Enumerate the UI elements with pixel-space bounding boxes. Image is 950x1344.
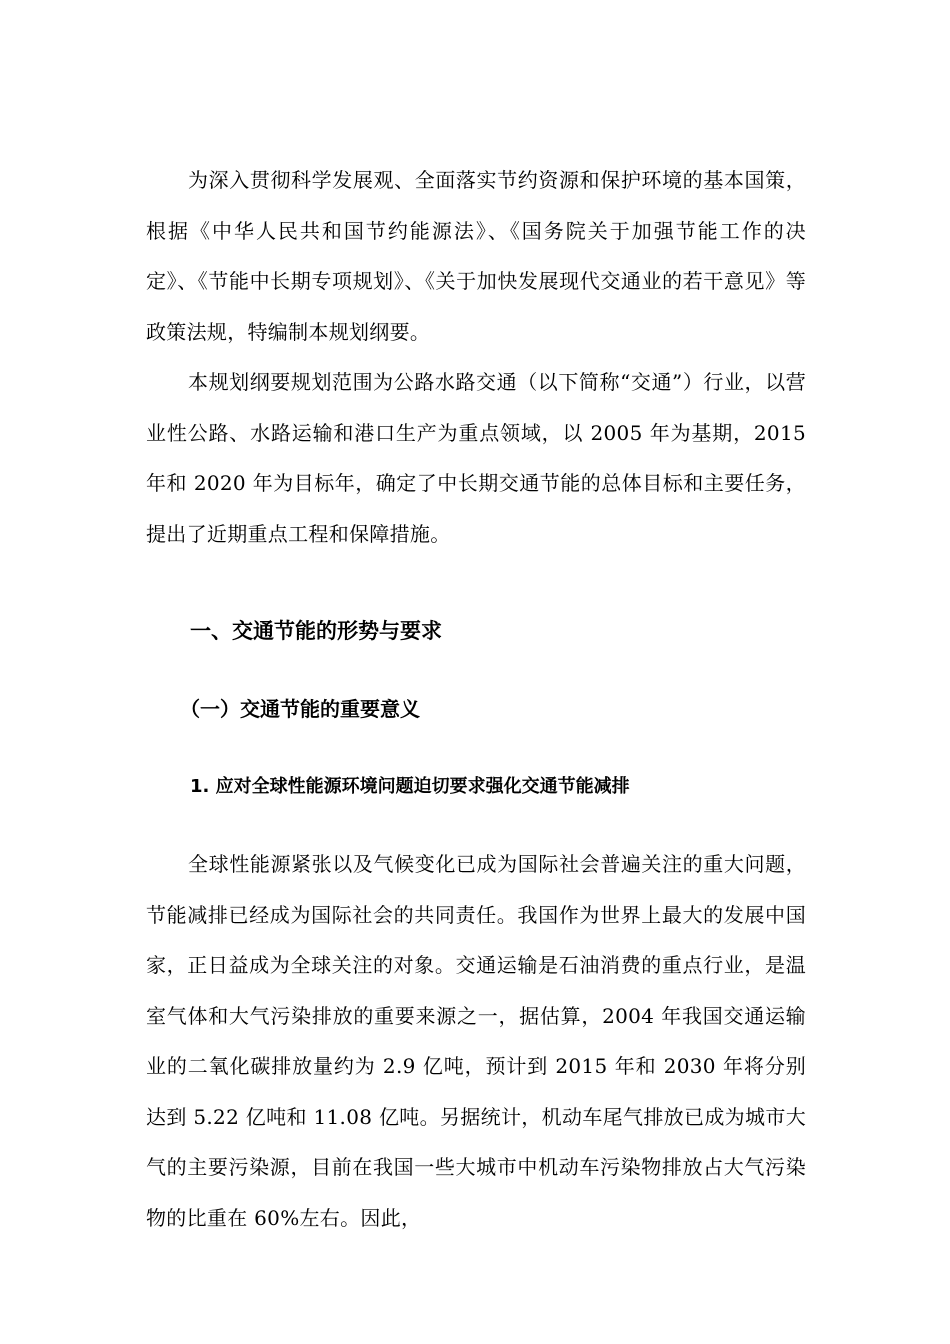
spacer bbox=[146, 735, 806, 761]
scope-paragraph: 本规划纲要规划范围为公路水路交通（以下简称“交通”）行业，以营业性公路、水路运输和港口生产为重点领域，以 2005 年为基期，2015 年和 2020 年为目标年，确定了中长期交通节能的总体目标和主要任务，提出了近期重点工程和保障措施。 bbox=[146, 370, 806, 546]
item-heading: 1. 应对全球性能源环境问题迫切要求强化交通节能减排 bbox=[190, 776, 630, 797]
spacer bbox=[146, 813, 806, 839]
spacer bbox=[146, 559, 806, 605]
section-heading: 一、交通节能的形势与要求 bbox=[190, 619, 442, 643]
body-paragraph: 全球性能源紧张以及气候变化已成为国际社会普遍关注的重大问题，节能减排已经成为国际社会的共同责任。我国作为世界上最大的发展中国家，正日益成为全球关注的对象。交通运输是石油消费的重点行业，是温室气体和大气污染排放的重要来源之一，据估算，2004 年我国交通运输业的二氧化碳排放量约为 2.9 亿吨，预计到 2015 年和 2030 年将分别达到 5.22 亿吨和 11.08 亿吨。另据统计，机动车尾气排放已成为城市大气的主要污染源，目前在我国一些大城市中机动车污染物排放占大气污染物的比重在 60%左右。因此， bbox=[146, 852, 806, 1230]
intro-paragraph: 为深入贯彻科学发展观、全面落实节约资源和保护环境的基本国策，根据《中华人民共和国节约能源法》、《国务院关于加强节能工作的决定》、《节能中长期专项规划》、《关于加快发展现代交通业的若干意见》等政策法规，特编制本规划纲要。 bbox=[146, 168, 806, 344]
document-body bbox=[146, 155, 806, 1243]
spacer bbox=[146, 657, 806, 683]
subsection-heading: （一）交通节能的重要意义 bbox=[180, 697, 420, 721]
